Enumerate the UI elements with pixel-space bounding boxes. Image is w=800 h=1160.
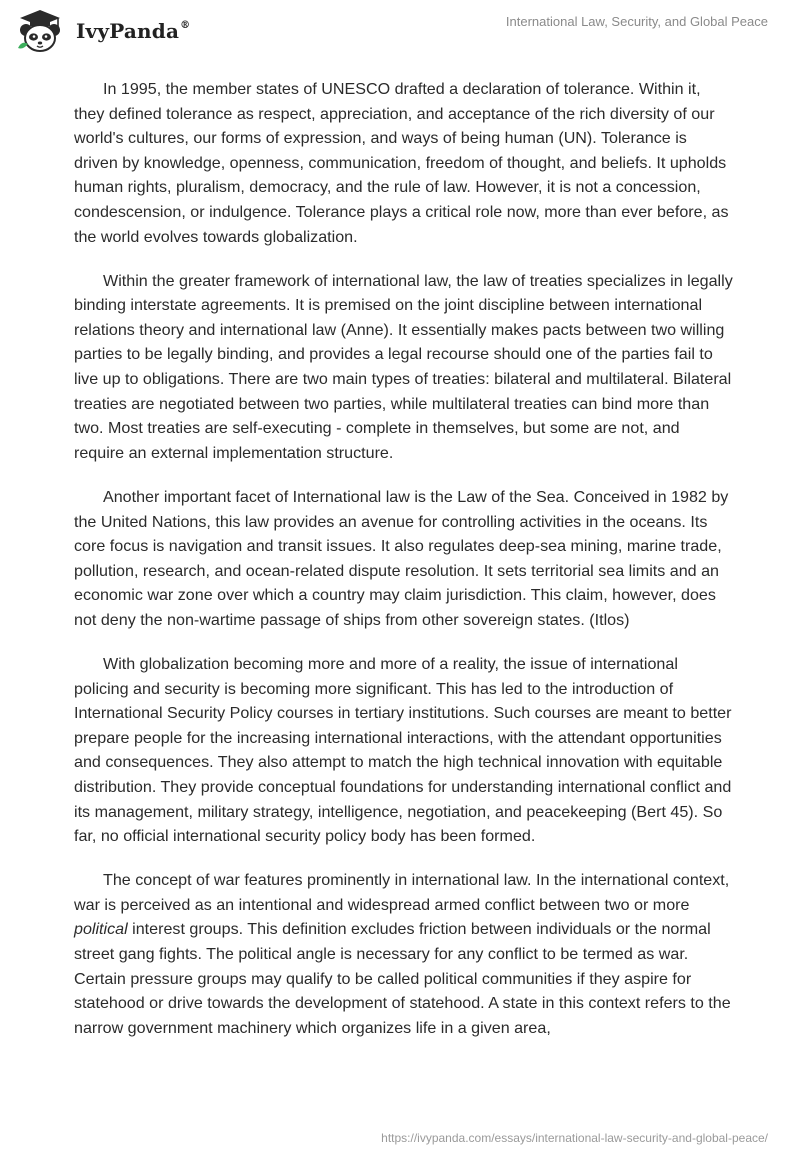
paragraph-5-end: interest groups. This definition excludes friction between individuals or the normal street gang fights. The political angle is necessary for any conflict to be termed as war. Certain pressure groups may qualify to be called political communities if they aspire for statehood or drive towards the development of statehood. A state in this context refers to the narrow government machinery which organizes life in a given area,: [74, 920, 731, 1037]
paragraph-5-italic: political: [74, 920, 128, 939]
paragraph-4: With globalization becoming more and more of a reality, the issue of international policing and security is becoming more significant. This has led to the introduction of International Security Policy courses in tertiary institutions. Such courses are meant to better prepare people for the increasing international interactions, with the attendant opportunities and consequences. They also attempt to match the high technical innovation with equitable distribution. They provide conceptual foundations for understanding international conflict and its management, military strategy, intelligence, negotiation, and peacekeeping (Bert 45). So far, no official international security policy body has been formed.: [74, 654, 732, 846]
page-header: [0, 0, 800, 60]
paragraph-2: Within the greater framework of international law, the law of treaties specializes in legally binding interstate agreements. It is premised on the joint discipline between international relations theory and international law (Anne). It essentially makes pacts between two willing parties to be legally binding, and provides a legal recourse should one of the parties fail to live up to obligations. There are two main types of treaties: bilateral and multilateral. Bilateral treaties are negotiated between two parties, while multilateral treaties can bind more than two. Most treaties are self-executing - complete in themselves, but some are not, and require an external implementation structure.: [74, 271, 733, 462]
brand-registered-mark: ®: [180, 20, 191, 32]
paragraph-3: Another important facet of International law is the Law of the Sea. Conceived in 1982 by the United Nations, this law provides an avenue for controlling activities in the oceans. Its core focus is navigation and transit issues. It also regulates deep-sea mining, marine trade, pollution, research, and ocean-related dispute resolution. It sets territorial sea limits and an economic war zone over which a country may claim jurisdiction. This claim, however, does not deny the non-wartime passage of ships from other sovereign states. (Itlos): [74, 487, 729, 629]
panda-graduate-icon: [14, 8, 66, 54]
brand-name: IvyPanda: [76, 19, 180, 43]
source-url[interactable]: https://ivypanda.com/essays/international-law-security-and-global-peace/: [381, 1131, 768, 1145]
brand-logo[interactable]: [14, 8, 190, 54]
document-title: International Law, Security, and Global Peace: [505, 14, 768, 29]
paragraph-5: [74, 868, 734, 1040]
paragraph-1: In 1995, the member states of UNESCO drafted a declaration of tolerance. Within it, they defined tolerance as respect, appreciation, and acceptance of the rich diversity of our world's cultures, our forms of expression, and ways of being human (UN). Tolerance is driven by knowledge, openness, communication, freedom of thought, and beliefs. It upholds human rights, pluralism, democracy, and the rule of law. However, it is not a concession, condescension, or indulgence. Tolerance plays a critical role now, more than ever before, as the world evolves towards globalization.: [74, 80, 729, 246]
paragraph-5-start: The concept of war features prominently in international law. In the international context, war is perceived as an intentional and widespread armed conflict between two or more: [74, 871, 730, 914]
essay-body: [74, 77, 734, 1060]
